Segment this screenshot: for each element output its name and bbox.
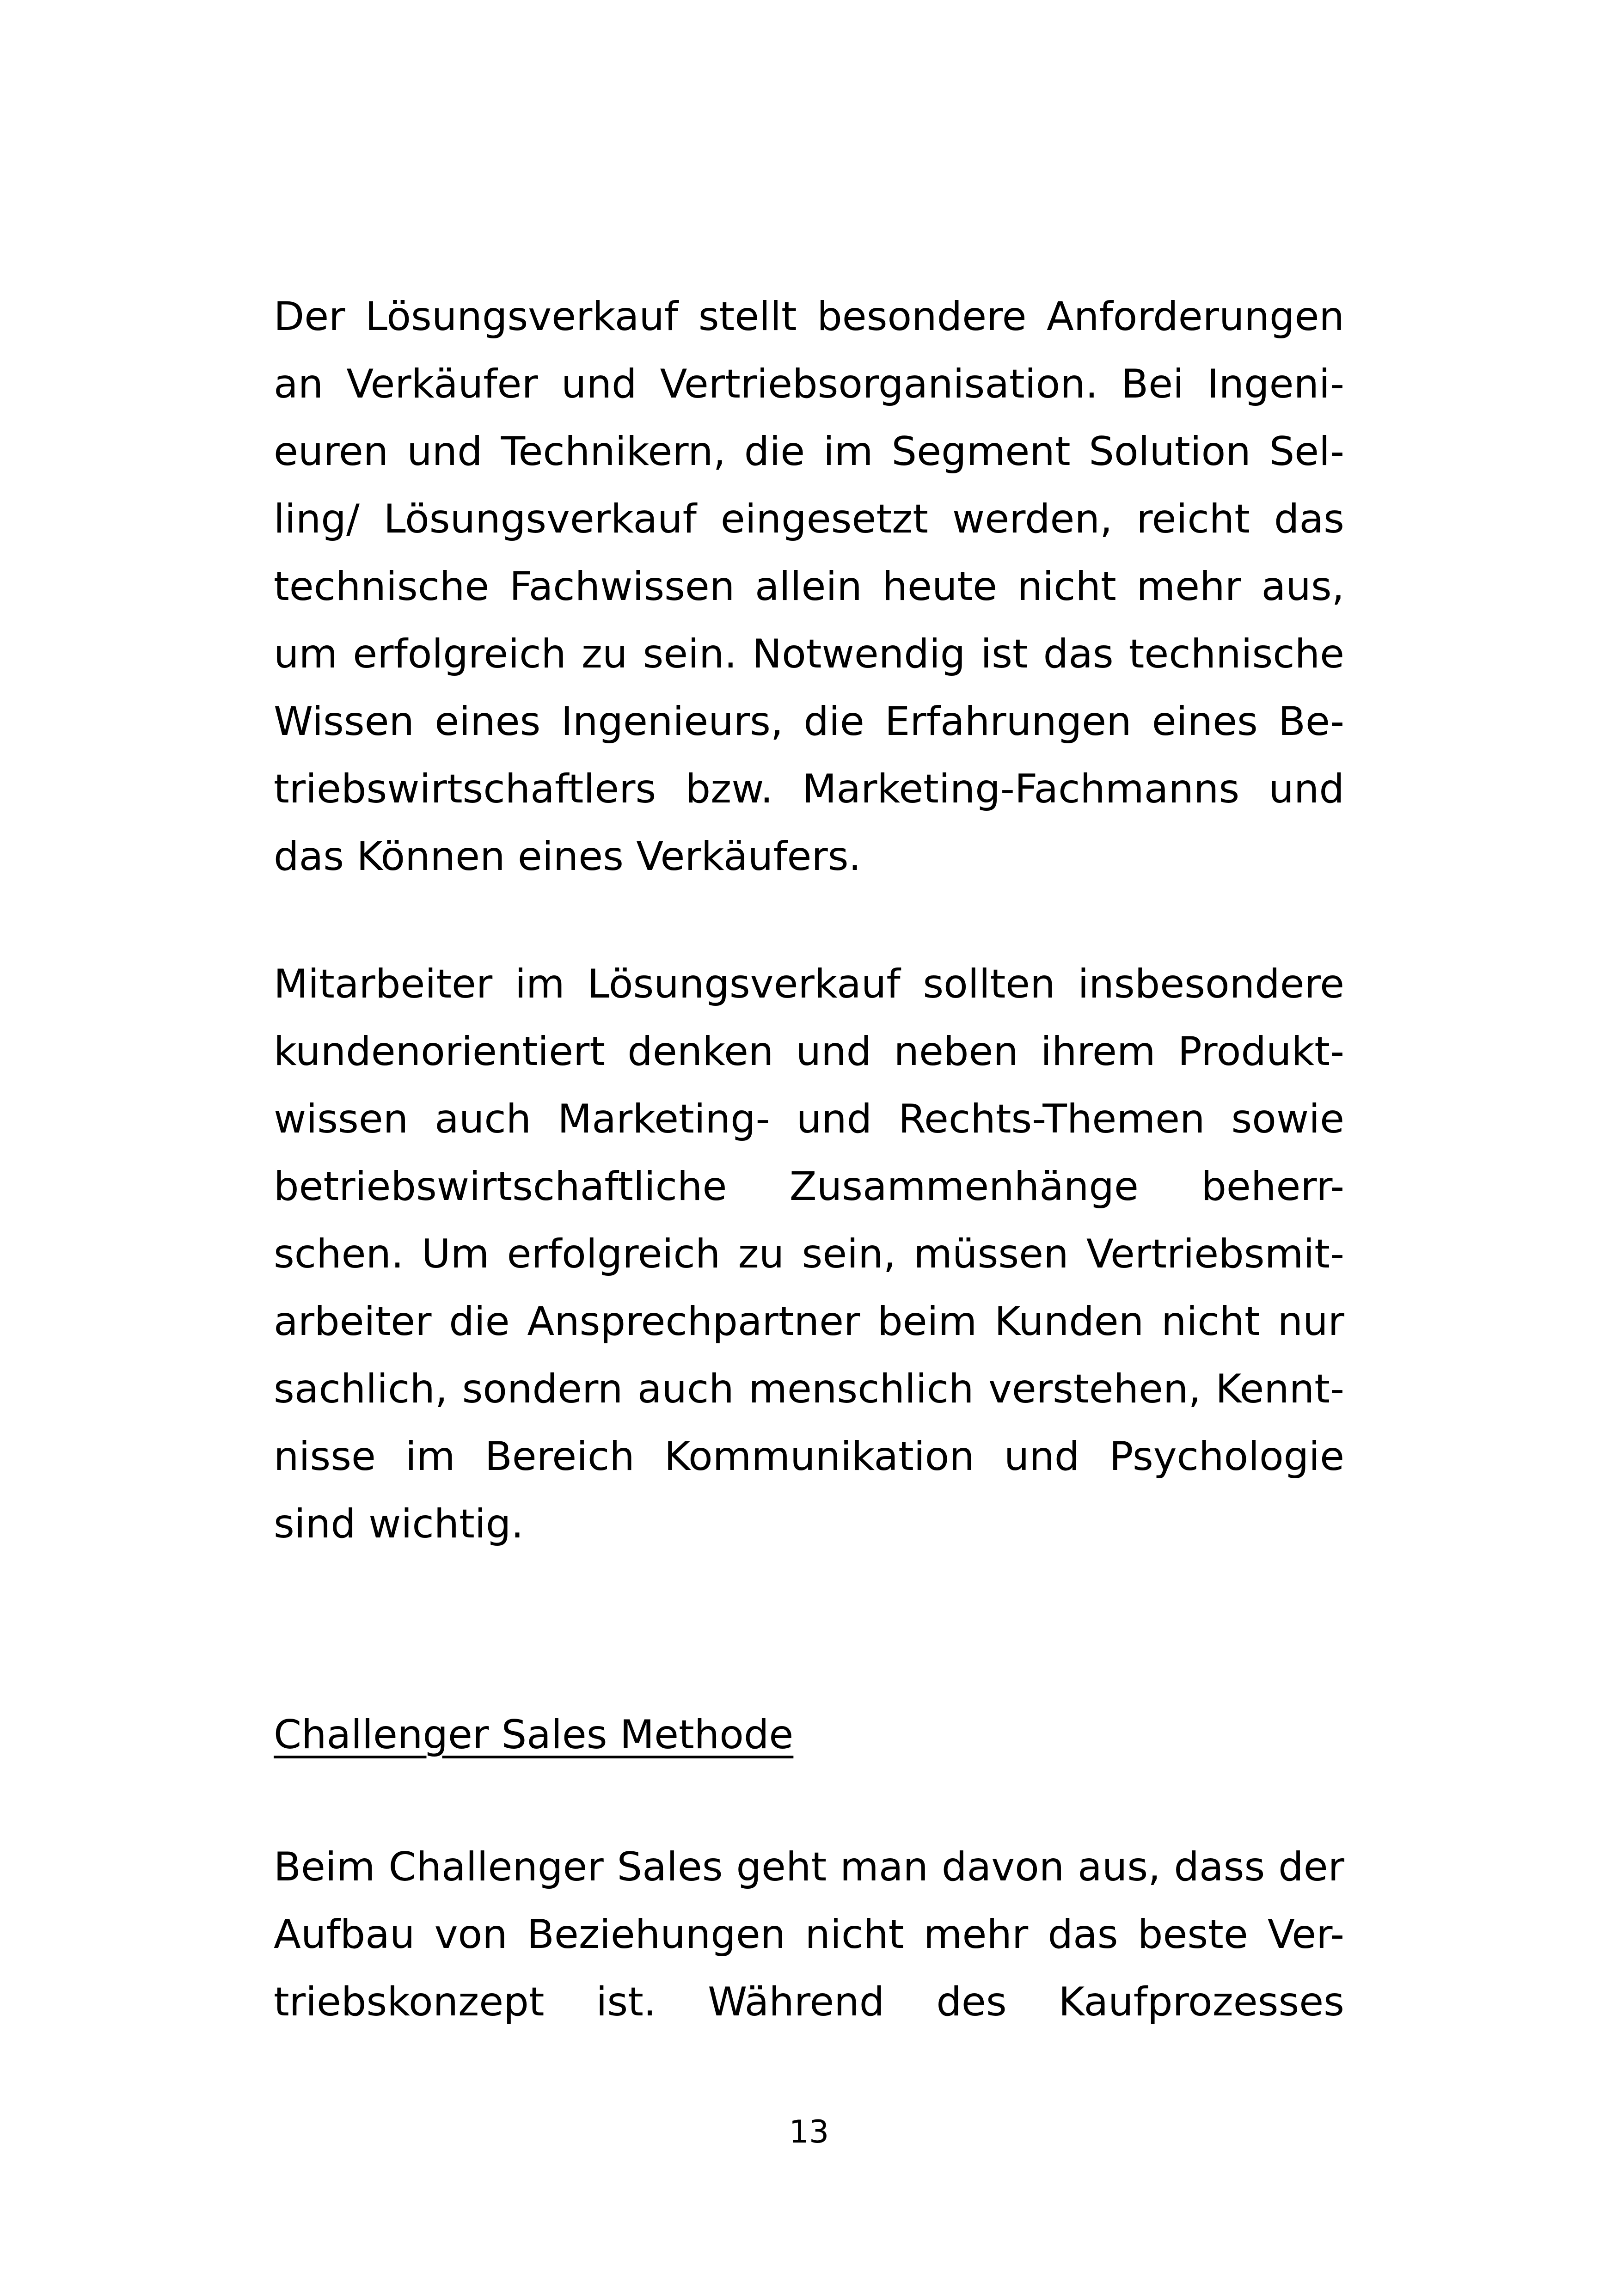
paragraph-line: Aufbau von Beziehungen nicht mehr das beste Ver- <box>274 1911 1344 1958</box>
paragraph-solution-selling-requirements <box>274 283 1344 890</box>
section-heading: Challenger Sales Methode <box>274 1712 794 1758</box>
paragraph-line: wissen auch Marketing- und Rechts-Themen sowie <box>274 1096 1344 1142</box>
paragraph-line: an Verkäufer und Vertriebsorganisation. Bei Ingeni- <box>274 361 1344 407</box>
paragraph-line: triebskonzept ist. Während des Kaufprozesses <box>274 1979 1344 2025</box>
paragraph-line: kundenorientiert denken und neben ihrem Produkt- <box>274 1029 1344 1075</box>
paragraph-line: Der Lösungsverkauf stellt besondere Anforderungen <box>274 294 1344 340</box>
paragraph-line: technische Fachwissen allein heute nicht mehr aus, <box>274 563 1344 610</box>
paragraph-challenger-sales <box>274 1833 1344 2036</box>
paragraph-line: Mitarbeiter im Lösungsverkauf sollten insbesondere <box>274 961 1344 1007</box>
paragraph-line: sachlich, sondern auch menschlich verstehen, Kennt- <box>274 1366 1344 1412</box>
paragraph-line: euren und Technikern, die im Segment Solution Sel- <box>274 429 1344 475</box>
paragraph-line: Wissen eines Ingenieurs, die Erfahrungen eines Be- <box>274 698 1344 745</box>
paragraph-line: triebswirtschaftlers bzw. Marketing-Fachmanns und <box>274 766 1344 812</box>
paragraph-employee-skills <box>274 950 1344 1558</box>
page-number: 13 <box>789 2114 829 2150</box>
paragraph-line: ling/ Lösungsverkauf eingesetzt werden, reicht das <box>274 496 1344 542</box>
paragraph-line: das Können eines Verkäufers. <box>274 833 861 880</box>
paragraph-line: nisse im Bereich Kommunikation und Psychologie <box>274 1433 1344 1480</box>
paragraph-line: sind wichtig. <box>274 1501 524 1547</box>
paragraph-line: betriebswirtschaftliche Zusammenhänge beherr- <box>274 1163 1344 1210</box>
paragraph-line: um erfolgreich zu sein. Notwendig ist das technische <box>274 631 1344 677</box>
paragraph-line: schen. Um erfolgreich zu sein, müssen Vertriebsmit- <box>274 1231 1344 1277</box>
paragraph-line: arbeiter die Ansprechpartner beim Kunden nicht nur <box>274 1298 1344 1345</box>
paragraph-line: Beim Challenger Sales geht man davon aus, dass der <box>274 1844 1344 1890</box>
